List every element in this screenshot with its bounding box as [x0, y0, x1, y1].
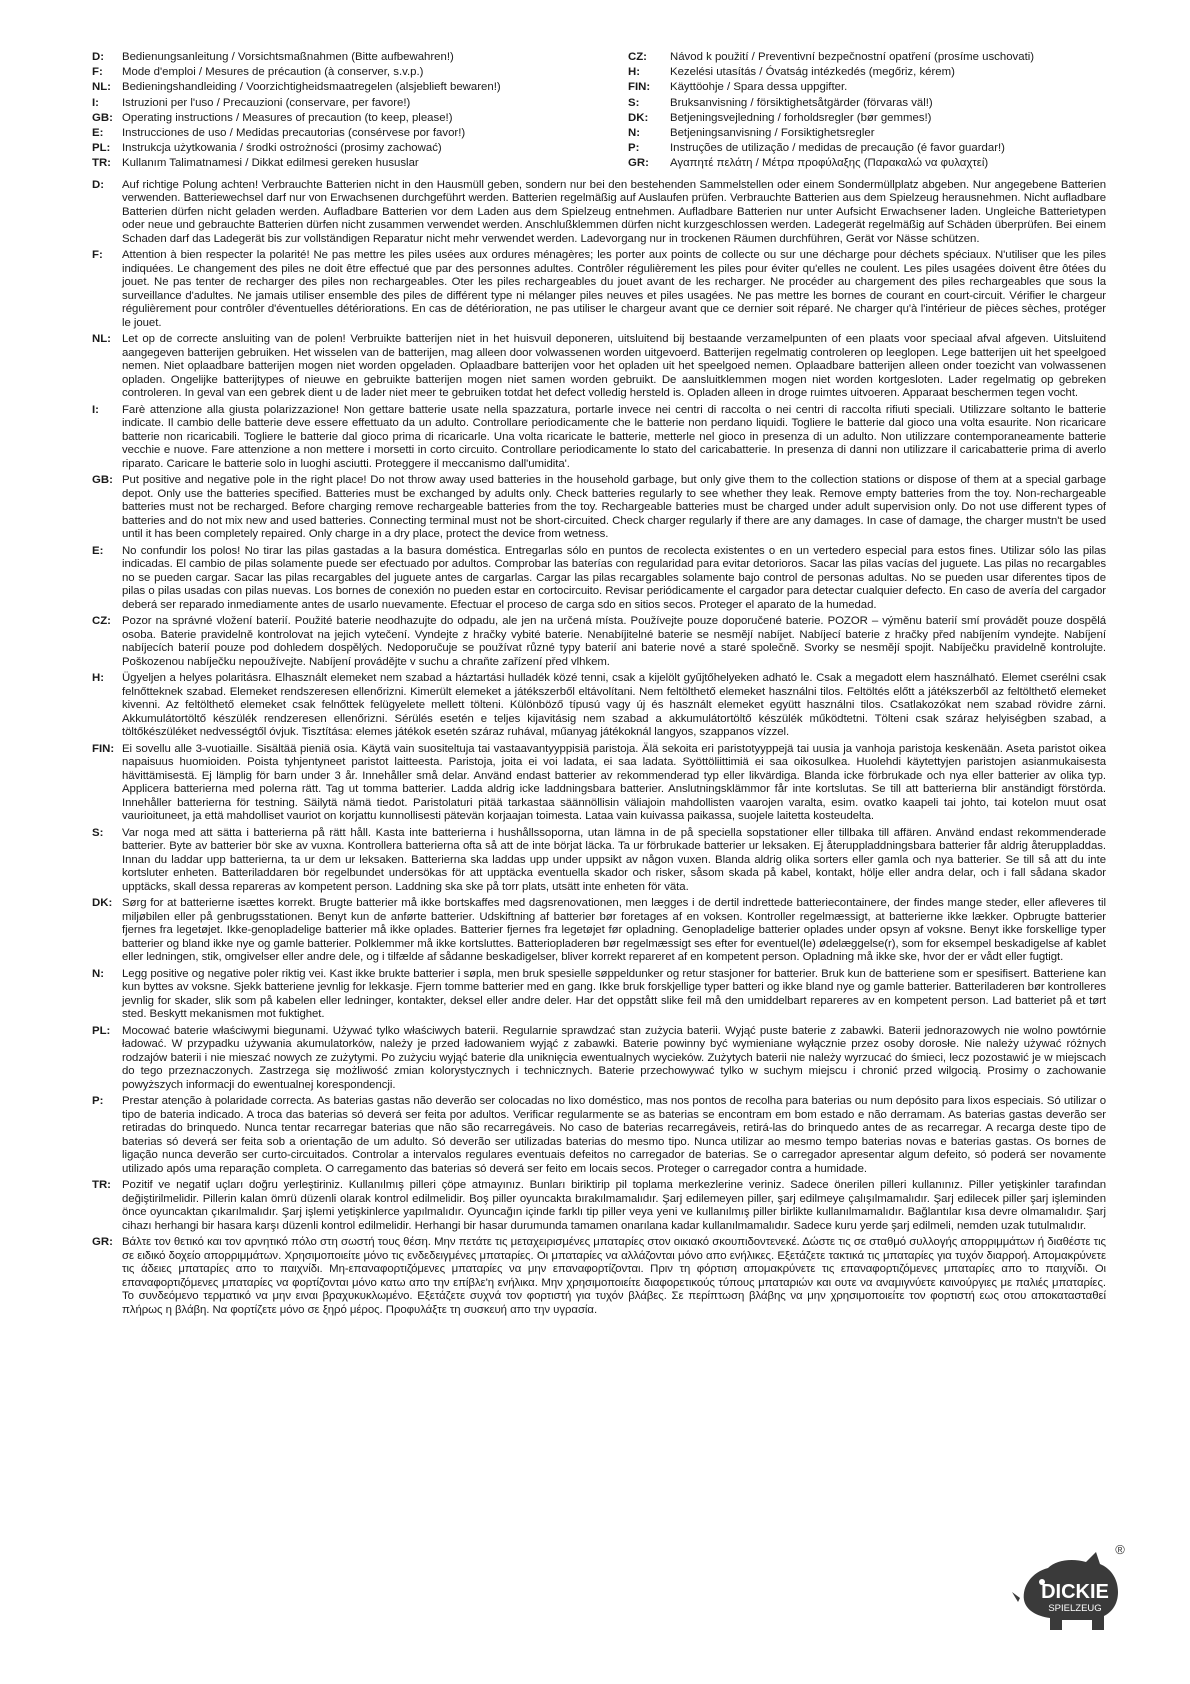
language-section: [92, 827, 1106, 895]
section-code: PL:: [92, 1024, 111, 1037]
language-code: S:: [628, 96, 640, 109]
registered-mark: ®: [1115, 1542, 1125, 1557]
language-index-row: [628, 65, 1106, 80]
language-code: GR:: [628, 157, 649, 170]
section-text: Put positive and negative pole in the right place! Do not throw away used batteries in the household garbage, but only give them to the collection stations or dispose of them at a special garbage depot. Only use the batteries specified. Batteries must be exchanged by adults only. Check batteries regularly to see whether they leak. Remove empty batteries from the toy. Non-rechargeable batteries must not be recharged. Before charging remove rechargeable batteries from the toy. Rechargeable batteries must be charged under adult supervision only. Do not use different types of batteries and do not mix new and used batteries. Connecting terminal must not be short-circuited. Check charger regularly if there are any damages. In case of damage, the charger mustn't be used until it has been completely repaired. Only charge in a dry place, protect the device from wetness.: [122, 474, 1106, 541]
language-section: [92, 743, 1106, 824]
section-code: P:: [92, 1095, 104, 1108]
language-title: Käyttöohje / Spara dessa uppgifter.: [670, 81, 848, 94]
language-code: FIN:: [628, 81, 651, 94]
language-index-row: [628, 50, 1106, 65]
language-section: [92, 179, 1106, 247]
language-section: [92, 672, 1106, 740]
language-index-row: [628, 141, 1106, 156]
language-title: Kezelési utasítás / Óvatság intézkedés (megőriz, kérem): [670, 66, 955, 79]
section-text: Pozor na správné vložení baterií. Použité baterie neodhazujte do odpadu, ale jen na určená místa. Používejte pouze doporučené baterie. POZOR – výměnu baterií smí provádět pouze dospělá osoba. Baterie pravidelně kontrolovat na jejich vytečení. Vyndejte z hračky vybité baterie. Nenabíjitelné baterie se nesmějí nabíjet. Nabíjecí baterie z hračky před nabíjením vyndejte. Nabíjení nabíjecích baterií pouze pod dohledem dospělých. Nedoporučuje se používat různé typy baterií ani baterie nové a staré společně. Svorky se nesmějí spojit. Nabíječku pravidelně kontrolujte. Poškozenou nabíječku nepoužívejte. Nabíjení provádějte v suchu a chraňte zařízení před vlhkem.: [122, 615, 1106, 668]
language-section: [92, 249, 1106, 330]
section-code: H:: [92, 672, 105, 685]
dickie-logo: [1012, 1538, 1130, 1638]
language-title: Bedieningshandleiding / Voorzichtigheidsmaatregelen (alsjeblieft bewaren!): [122, 81, 501, 94]
section-code: E:: [92, 544, 104, 557]
section-text: Sørg for at batterierne isættes korrekt. Brugte batterier må ikke bortskaffes med dagsrenovationen, men lægges i de dertil indrettede batteriecontainere, der findes mange steder, eller afleveres til miljøbilen eller på genbrugsstationen. Benyt kun de anførte batterier. Udskiftning af batterier bør foretages af en voksen. Kontroller regelmæssigt, at batterierne ikke lækker. Opbrugte batterier fjernes fra legetøjet. Ikke-genopladelige batterier må ikke oplades. Batterier fjernes fra legetøjet før opladning. Genopladelige batterier oplades under opsyn af voksne. Benyt ikke forskellige typer batterier og bland ikke nye og gamle batterier. Polklemmer må ikke kortsluttes. Batteriopladeren bør regelmæssigt ses efter for eventuel(le) ødelæggelse(r), som for eksempel beskadigelse af kablet eller ledningen, stik, omgivelser eller andre dele, og i tilfælde af sådanne beskadigelser, bliver korrekt repareret af en kompetent person. Opladning må ikke ske, hvor der er vådt eller fugtigt.: [122, 897, 1106, 964]
section-code: TR:: [92, 1179, 111, 1192]
language-section: [92, 968, 1106, 1022]
section-code: NL:: [92, 333, 111, 346]
instruction-sheet: [92, 50, 1106, 1320]
language-code: GB:: [92, 111, 113, 124]
language-index-row: [92, 156, 628, 171]
section-text: Auf richtige Polung achten! Verbrauchte Batterien nicht in den Hausmüll geben, sondern nur bei den bestehenden Sammelstellen oder einem Sondermüllplatz abgeben. Nur angegebene Batterien verwenden. Batteriewechsel darf nur von Erwachsenen durchgeführt werden. Batterien regelmäßig auf Auslaufen prüfen. Verbrauchte Batterien aus dem Spielzeug herausnehmen. Nicht aufladbare Batterien dürfen nicht geladen werden. Aufladbare Batterien vor dem Laden aus dem Spielzeug entnehmen. Aufladbare Batterien nur unter Aufsicht Erwachsener laden. Ungleiche Batterietypen oder neue und gebrauchte Batterien dürfen nicht zusammen verwendet werden. Anschlußklemmen dürfen nicht kurzgeschlossen werden. Ladegerät regelmäßig auf Schäden überprüfen. Bei einem Schaden darf das Ladegerät bis zur vollständigen Reparatur nicht mehr verwendet werden. Ladevorgang nur in trockenen Räumen durchführen, Gerät vor Nässe schützen.: [122, 178, 1106, 245]
language-index-row: [92, 96, 628, 111]
language-index-row: [628, 156, 1106, 171]
language-code: D:: [92, 51, 105, 63]
section-code: CZ:: [92, 615, 111, 628]
section-text: Pozitif ve negatif uçları doğru yerleştiriniz. Kullanılmış pilleri çöpe atmayınız. Bunları biriktirip pil toplama merkezlerine veriniz. Sadece önerilen pilleri kullanınız. Piller yetişkinler tarafından değiştirilmelidir. Pillerin kalan ömrü düzenli olarak kontrol edilmelidir. Boş piller oyuncakta bırakılmamalıdır. Şarj edilemeyen piller, şarj edilmeye çalışılmamalıdır. Şarj edilecek piller şarj işleminden önce oyuncaktan çıkarılmalıdır. Şarj işlemi yetişkinlerce yapılmalıdır. Oyuncağın içinde farklı tip piller veya yeni ve kullanılmış piller birlikte kullanılmamalıdır. Bağlantılar kısa devre olmamalıdır. Şarj cihazı herhangi bir hasara karşı düzenli kontrol edilmelidir. Herhangi bir hasar durumunda tamamen onarılana kadar kullanılmamalıdır. Sadece kuru yerde şarj edilmeli, nemden uzak tutulmalıdır.: [122, 1179, 1106, 1232]
language-title: Istruzioni per l'uso / Precauzioni (conservare, per favore!): [122, 96, 411, 109]
section-code: DK:: [92, 897, 113, 910]
language-index-row: [628, 126, 1106, 141]
language-title: Bruksanvisning / försiktighetsåtgärder (förvaras väl!): [670, 96, 933, 109]
section-text: No confundir los polos! No tirar las pilas gastadas a la basura doméstica. Entregarlas sólo en puntos de recolecta existentes o en un vertedero especial para estos fines. Utilizar sólo las pilas indicadas. El cambio de pilas solamente puede ser efectuado por adultos. Comprobar las baterías con regularidad para evitar detorioros. Sacar las pilas vacías del juguete. Las pilas no recargables no se pueden cargar. Sacar las pilas recargables del juguete antes de cargarlas. Cargar las pilas recargables solamente bajo control de personas adultas. No se pueden usar diferentes tipos de pilas o pilas usadas con pilas nuevas. Los bornes de conexión no pueden estar en cortocircuito. Revisar periódicamente el cargador para detectar cualquier defecto. En caso de avería del cargador deberá ser reparado inmediamente antes de usarlo nuevamente. Efectuar el proceso de carga sdo en sitios secos. Proteger el aparato de la humedad.: [122, 544, 1106, 611]
language-section: [92, 1179, 1106, 1233]
section-text: Βάλτε τον θετικό και τον αρνητικό πόλο στη σωστή τους θέση. Μην πετάτε τις μεταχειρισμένες μπαταρίες στον οικιακό σκουπιδοντενεκέ. Δώστε τις σε σταθμό συλλογής απορριμμάτων ή διαθέστε τις σε ειδικό δοχείο απορριμμάτων. Χρησιμοποιείτε μόνο τις ενδεδειγμένες μπαταρίες. Οι μπαταρίες να αλλάζονται μόνο απο ενήλικες. Εξετάζετε τακτικά τις μπαταρίες για τυχόν διαρροή. Απομακρύνετε τις άδειες μπαταρίες απο το παιχνίδι. Μη-επαναφορτιζόμενες μπαταρίες να μην επαναφορτίζονται. Πριν τη φόρτιση απομακρύνετε τις επαναφορτιζόμενες μπαταρίες απο το παιχνίδι. Οι επαναφορτιζόμενες μπαταρίες να φορτίζονται μόνο κατω απο την επίβλε'η ενήλικα. Μην χρησιμοποιείτε διαφορετικούς τύπους μπαταριών και ουτε να αναμιγνύετε καινούργιες με παλιές μπαταρίες. Το συνδεόμενο τερματικό να μην ειναι βραχυκυκλωμένο. Εξετάζετε συχνά τον φορτιστή για τυχόν βλάβες. Σε περίπτωση βλάβης να μην χρησιμοποιείτε τον φορτιστή εως οτου αποκατασταθεί πλήρως η βλάβη. Να φορτίζετε μόνο σε ξηρό μέρος. Προφυλάξτε τη συσκευή απο την υγρασία.: [122, 1236, 1106, 1316]
language-index-row: [92, 141, 628, 156]
section-text: Attention à bien respecter la polarité! Ne pas mettre les piles usées aux ordures ménagères; les porter aux points de collecte ou sur une décharge pour déchets spéciaux. N'utiliser que les piles indiquées. Le changement des piles ne doit être effectué que par des personnes adultes. Contrôler régulièrement les piles pour éviter qu'elles ne coulent. Les piles usagées doivent être ôtées du jouet. Ne pas tenter de recharger des piles non rechargeables. Oter les piles rechargeables du jouet avant de les recharger. Ne procéder au chargement des piles rechargeables que sous la surveillance d'adultes. Ne jamais utiliser ensemble des piles de différent type ni mélanger piles neuves et piles usagées. Ne pas mettre les bornes de courant en court-circuit. Vérifier le chargeur régulièrement pour contrôler d'éventuelles détériorations. En cas de détérioration, ne pas utiliser le chargeur avant que ce dernier soit réparé. Ne charger qu'à l'intérieur de pièces sèches, protéger le jouet.: [122, 249, 1106, 329]
language-code: NL:: [92, 81, 111, 94]
language-title: Mode d'emploi / Mesures de précaution (à conserver, s.v.p.): [122, 66, 424, 79]
language-title: Instrukcja użytkowania / środki ostrożności (prosimy zachować): [122, 142, 442, 155]
section-code: I:: [92, 403, 99, 416]
language-section: [92, 1025, 1106, 1093]
logo-sub: SPIELZEUG: [1048, 1603, 1102, 1614]
language-section: [92, 404, 1106, 472]
section-text: Mocować baterie właściwymi biegunami. Używać tylko właściwych baterii. Regularnie sprawdzać stan zużycia baterii. Wyjąć puste baterie z zabawki. Baterii jednorazowych nie wolno powtórnie ładować. W przypadku używania akumulatorków, należy je przed ładowaniem wyjąć z zabawki. Baterie powinny być wymieniane wyłącznie przez osoby dorosłe. Nie należy używać różnych rodzajów baterii i nie mieszać nowych ze zużytymi. Po zużyciu wyjąć baterie dla uniknięcia ewentualnych wycieków. Zużytych baterii nie należy wyrzucać do śmieci, lecz pozostawić je w miejscach do tego przeznaczonych. Zastrzega się możliwość zmian kolorystycznych i technicznych. Baterie przechowywać tylko w suchym miejscu i chronić przed wilgocią. Prosimy o zachowanie powyższych informacji do ewentualnej korespondencji.: [122, 1024, 1106, 1091]
safety-sections: [92, 179, 1106, 1318]
language-index-row: [92, 111, 628, 126]
language-code: E:: [92, 127, 104, 140]
language-index: [92, 50, 1106, 172]
section-text: Ügyeljen a helyes polaritásra. Elhasznált elemeket nem szabad a háztartási hulladék közé tenni, csak a kijelölt gyűjtőhelyeken adható le. Csak a megadott elem használható. Elemet cserélni csak felnőtteknek szabad. Elemeket rendszeresen ellenőrizni. Kimerült elemeket a játékszerből eltávolítani. Nem feltölthető elemeket használni tilos. Feltöltés előtt a játékszerből az feltölthető elemeket kivenni. Az feltölthető elemeket csak felnőttek felügyelete mellett tölteni. Különböző típusú vagy új és használt elemeket együtt használni tilos. Csatlakozókat nem szabad rövidre zárni. Akkumulátortöltő készülék rendzeresen ellenőrizni. Sérülés esetén e teljes kijavitásig nem szabad a akkumulátortöltő készülék működtetni. Tölteni csak száraz helyiségben szabad, a töltőkészüléket nedvességtől óvjuk. Tisztítása: elemes játékok esetén száraz ruhával, műanyag játékoknál langyos, szappanos vízzel.: [122, 672, 1106, 739]
section-code: GB:: [92, 474, 113, 487]
language-title: Αγαπητέ πελάτη / Μέτρα προφύλαξης (Παρακαλώ να φυλαχτεί): [670, 157, 989, 170]
language-section: [92, 333, 1106, 401]
language-title: Instruções de utilização / medidas de precaução (é favor guardar!): [670, 142, 1005, 155]
language-section: [92, 474, 1106, 542]
language-section: [92, 615, 1106, 669]
language-index-row: [92, 65, 628, 80]
language-title: Betjeningsanvisning / Forsiktighetsregler: [670, 127, 875, 140]
language-code: PL:: [92, 142, 111, 155]
language-title: Návod k použití / Preventivní bezpečnostní opatření (prosíme uschovati): [670, 51, 1035, 63]
language-title: Bedienungsanleitung / Vorsichtsmaßnahmen (Bitte aufbewahren!): [122, 51, 454, 63]
language-index-row: [628, 80, 1106, 95]
section-text: Legg positive og negative poler riktig vei. Kast ikke brukte batterier i søpla, men bruk spesielle søppeldunker og retur stasjoner for batterier. Bruk kun de batteriene som er spesifisert. Batteriene kan kun byttes av voksne. Sjekk batteriene jevnlig for lekkasje. Fjern tomme batterier med en gang. Ikke bruk forskjellige typer batteri og ikke bland nye og gamle batterier. Batteriladeren bør kontrolleres jevnlig for skader, slik som på kabelen eller ledninger, kontakter, deksel eller andre deler. Har det oppstått slike feil må den umiddelbart repareres av en kompetent person. Lad batteriet på et tørt sted. Beskytt mekanismen mot fuktighet.: [122, 967, 1106, 1021]
language-title: Betjeningsvejledning / forholdsregler (bør gemmes!): [670, 111, 932, 124]
section-code: GR:: [92, 1236, 113, 1249]
language-section: [92, 897, 1106, 965]
language-code: TR:: [92, 157, 111, 170]
language-section: [92, 545, 1106, 613]
language-index-row: [92, 126, 628, 141]
language-code: F:: [92, 66, 103, 79]
language-section: [92, 1095, 1106, 1176]
section-text: Prestar atenção à polaridade correcta. As baterias gastas não deverão ser colocadas no lixo doméstico, mas nos pontos de recolha para baterias ou num depósito para lixos especiais. Só utilizar o tipo de bateria indicado. A troca das baterias só deverá ser feita por adultos. Verificar regularmente se as baterias se encontram em bom estado e não derramam. As baterias gastas deverão ser retiradas do brinquedo. Nunca tentar recarregar baterias que não são recarregáveis. No caso de baterias recarregáveis, retirá-las do brinquedo antes de as recarregar. A recarga deste tipo de baterias só deverá ser feita sob a orientação de um adulto. Só deverão ser utilizadas baterias do mesmo tipo. Nunca utilizar ao mesmo tempo baterias novas e baterias gastas. Os bornes de ligação nunca deverão ser curto-circuitados. Controlar a intervalos regulares eventuais defeitos no carregador de baterias. Se o carregador apresentar algum defeito, só poderá ser novamente utilizado após uma reparação completa. O carregamento das baterias só deverá ser feito em locais secos. Proteger o carregador contra a humidade.: [122, 1095, 1106, 1175]
language-index-row: [628, 96, 1106, 111]
section-text: Var noga med att sätta i batterierna på rätt håll. Kasta inte batterierna i hushållssoporna, utan lämna in de på speciella sopstationer eller tillbaka till affären. Använd endast rekommenderade batterier. Byte av batterier bör ske av vuxna. Kontrollera batterierna ofta så att de inte börjat läcka. Ta ur förbrukade batterier ur leksaken. Ej återuppladdningsbara batterier får aldrig återuppladdas. Innan du laddar upp batterierna, ta ur dem ur leksaken. Batterierna ska laddas upp under uppsikt av någon vuxen. Blanda aldrig olika sorters eller gamla och nya batterier. Se till så att du inte kortsluter enheten. Batteriladdaren bör regelbundet undersökas för att upptäcka eventuella skador och risker, såsom skada på kabel, kontakt, hölje eller andra delar, och i fall sådana skador upptäcks, skall dessa repareras av kompetent person. Laddning ska ske på torr plats, utsätt inte enheten för väta.: [122, 826, 1106, 893]
language-index-left: [92, 50, 628, 172]
section-text: Farè attenzione alla giusta polarizzazione! Non gettare batterie usate nella spazzatura, portarle invece nei centri di raccolta o nei centri di raccolta rifiuti speciali. Utilizzare soltanto le batterie indicate. Il cambio delle batterie deve essere effettuato da un adulto. Controllare periodicamente che le batterie non perdano liquidi. Togliere le batterie dal gioco una volta esaurite. Non ricaricare batterie non ricaricabili. Togliere le batterie dal gioco prima di ricaricarle. Una volta ricaricate le batterie, metterle nel gioco in presenza di un adulto. Non utilizzare contemporaneamente batterie vecchie e nuove. Fare attenzione a non mettere i morsetti in corto circuito. Controllare periodicamente lo stato del caricabatterie. In presenza di danni non utilizzare il caricabatterie prima di averlo riparato. Caricare le batterie solo in luoghi asciutti. Proteggere il meccanismo dall'umidita'.: [122, 403, 1106, 470]
language-title: Operating instructions / Measures of precaution (to keep, please!): [122, 111, 453, 124]
language-index-row: [92, 80, 628, 95]
logo-brand: DICKIE: [1041, 1581, 1109, 1603]
section-code: FIN:: [92, 742, 115, 755]
section-text: Let op de correcte ansluiting van de polen! Verbruikte batterijen niet in het huisvuil deponeren, uitsluitend bij bestaande verzamelpunten of een plaats voor speciaal afval afgeven. Uitsluitend aangegeven batterijen gebruiken. Het wisselen van de batterijen, mag alleen door volwassenen worden uitgevoerd. Batterijen regelmatig controleren op leeglopen. Lege batterijen uit het speelgoed nemen. Niet oplaadbare batterijen mogen niet worden opgeladen. Oplaadbare batterijen voor het opladen uit het speelgoed nemen. Oplaadbare batterijen alleen onder toezicht van volwassenen opladen. Ongelijke batterijtypes of nieuwe en gebruikte batterijen mogen niet samen worden gebruikt. De aansluitklemmen mogen niet worden kortgesloten. Lader regelmatig op gebreken controleren. In geval van een gebrek dient u de lader niet meer te gebruiken totdat het defect volledig hersteld is. Opladen alleen in droge ruimtes uitvoeren. Apparaat beschermen tegen vocht.: [122, 333, 1106, 400]
language-code: I:: [92, 96, 99, 109]
language-title: Kullanım Talimatnamesi / Dikkat edilmesi gereken hususlar: [122, 157, 419, 170]
language-title: Instrucciones de uso / Medidas precautorias (consérvese por favor!): [122, 127, 466, 140]
section-code: S:: [92, 826, 104, 839]
language-code: CZ:: [628, 51, 647, 63]
language-code: P:: [628, 142, 640, 155]
language-code: N:: [628, 127, 641, 140]
language-code: H:: [628, 66, 641, 79]
section-code: N:: [92, 967, 105, 980]
section-code: F:: [92, 249, 103, 262]
language-code: DK:: [628, 111, 649, 124]
language-index-row: [628, 111, 1106, 126]
section-text: Ei sovellu alle 3-vuotiaille. Sisältää pieniä osia. Käytä vain suositeltuja tai vastaavantyyppisiä paristoja. Älä sekoita eri paristotyyppejä tai uusia ja vanhoja paristoja keskenään. Aseta paristot oikea napaisuus huomioiden. Poista tyhjentyneet paristot laitteesta. Paristoja, joita ei voi ladata, ei saa ladata. Syöttöliittimiä ei saa oikosulkea. Huolehdi käytettyjen paristojen asianmukaisesta hävittämisestä. Ej lämplig för barn under 3 år. Innehåller små delar. Använd endast batterier av rekommenderad typ eller likvärdiga. Blanda icke förbrukade och nya eller batterier av olika typ. Applicera batterierna med polerna rätt. Tag ut tomma batterier. Ladda aldrig icke laddningsbara batterier. Anslutningsklämmor får inte kortslutas. Se till att batterierna blir anständigt förstörda. Innehåller batterierna för testning. Säilytä nämä tiedot. Paristolaturi pitää tarkastaa säännöllisin väliajoin mahdollisten vaarojen varalta, esim. ovatko kaapeli tai johto, tai kotelon muut osat vaurioituneet, ja että mahdolliset vauriot on korjattu kunnollisesti pätevän korjaajan toimesta. Lataa vain kuivassa paikassa, suojele laitetta kosteudelta.: [122, 742, 1106, 823]
language-section: [92, 1236, 1106, 1317]
language-index-right: [628, 50, 1106, 172]
language-index-row: [92, 50, 628, 65]
section-code: D:: [92, 178, 105, 191]
